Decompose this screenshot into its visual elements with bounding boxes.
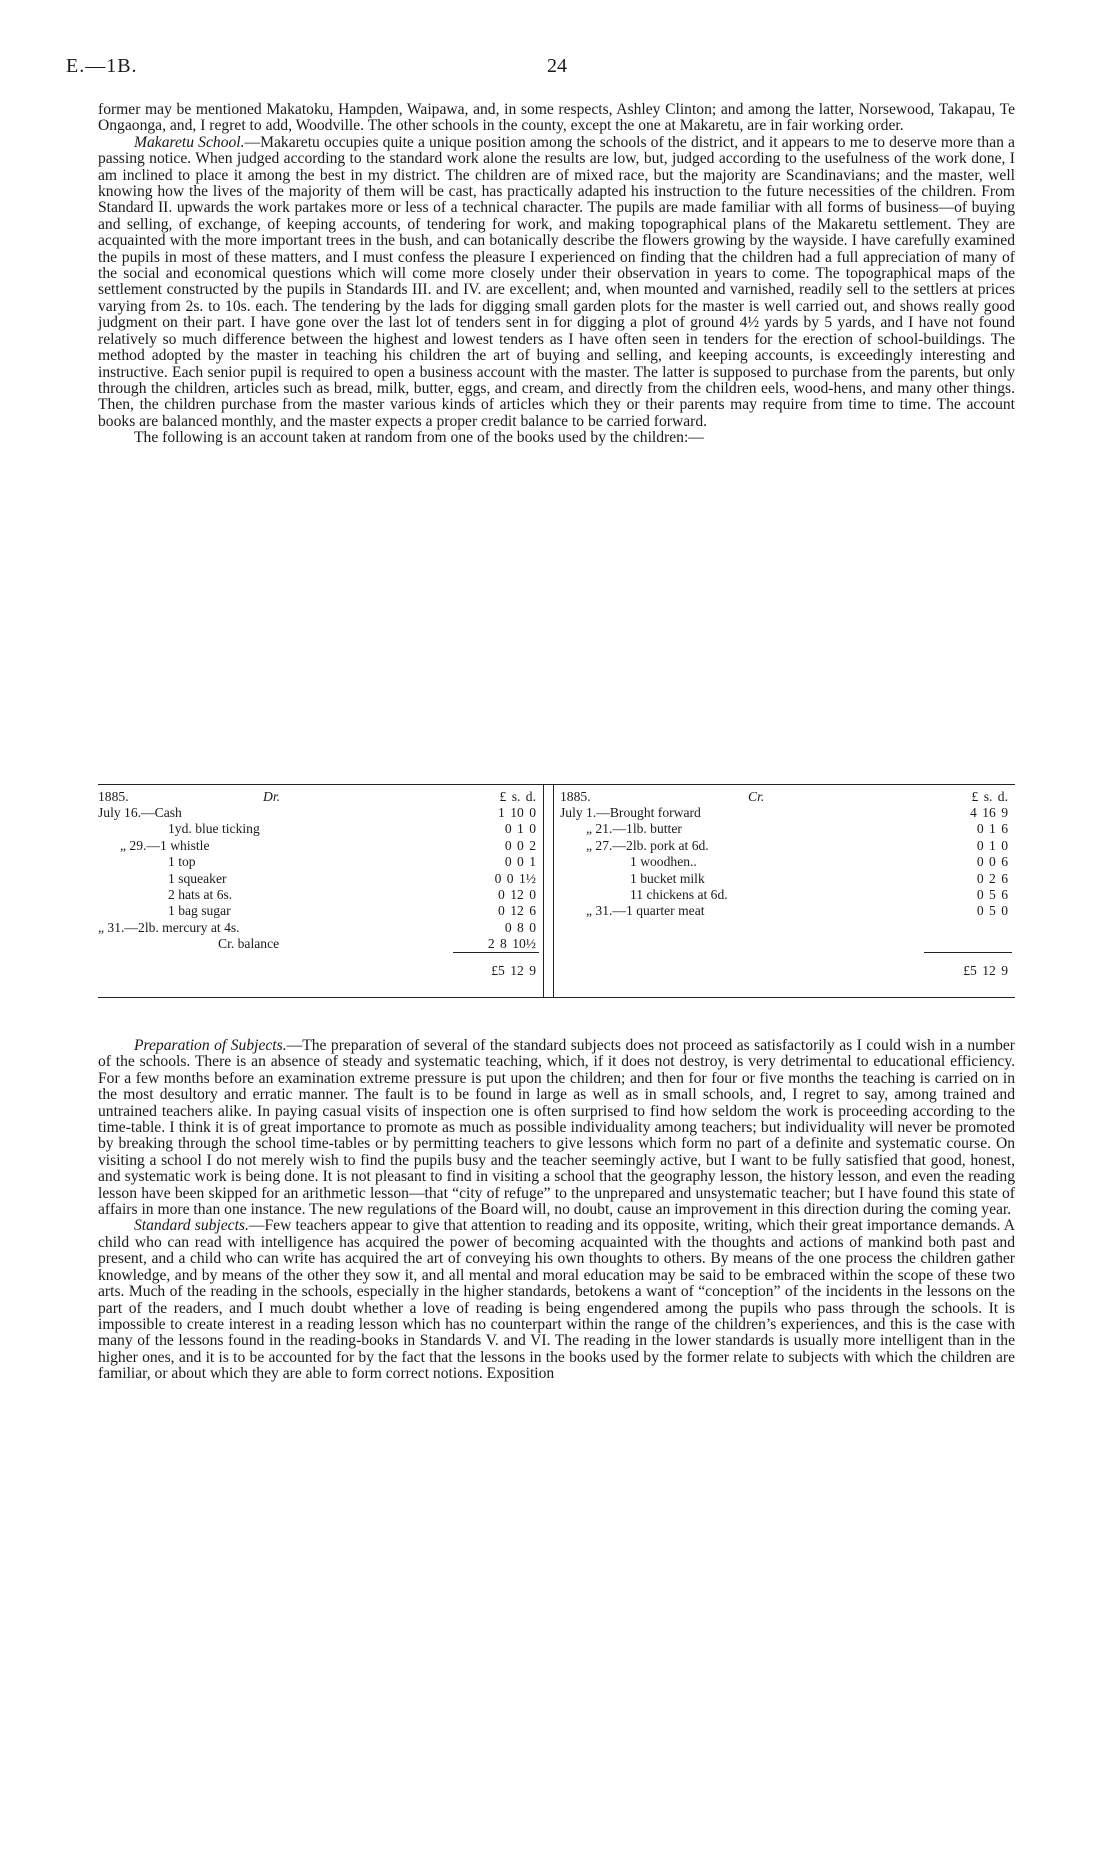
ledger-item-amount: 0 0 6 [976, 854, 1008, 870]
ledger-item-label: 1yd. blue ticking [168, 821, 260, 837]
ledger-item-amount: 0 1 0 [976, 837, 1008, 853]
credit-label: Cr. [748, 789, 765, 804]
ledger-item-amount: 0 1 0 [504, 821, 536, 837]
section-title: Makaretu School. [134, 133, 245, 151]
ledger-item-amount: 0 2 6 [976, 870, 1008, 886]
ledger-item-amount: 1 10 0 [498, 805, 536, 820]
ledger-item-amount: 4 16 9 [970, 805, 1008, 820]
ledger-item-label: 1 top [168, 854, 196, 870]
paragraph-text: —The preparation of several of the standard subjects does not proceed as satisfactorily as I could wish in a number of the schools. There is an absence of steady and systematic teaching, which, if it does not destroy, is very detrimental to educational efficiency. For a few months before an examination extreme pressure is put upon the children; and then for four or five months the teaching is carried on in the most desultory and erratic manner. The fault is to be found in large as well as in small schools, and, I regret to say, among trained and untrained teachers alike. In paying casual visits of inspection one is often surprised to find how seldom the work is proceeding according to the time-table. I think it is of great importance to promote as much as possible individuality among teachers; but individuality will never be promoted by breaking through the school time-tables or by permitting teachers to give lessons which form no part of a definite and systematic course. On visiting a school I do not merely wish to find the pupils busy and the teacher seemingly active, but I want to be fully satisfied that good, honest, and systematic work is being done. It is not pleasant to find in visiting a school that the geography lesson, the history lesson, and even the reading lesson have been skipped for an arithmetic lesson—that “city of refuge” to the unprepared and unsystematic teacher; but I have found this state of affairs in more than one instance. The new regulations of the Board will, no doubt, cause an improvement in this direction during the coming year. [98, 1037, 1015, 1219]
total-rule [924, 952, 1012, 953]
ledger-item-amount: 0 0 1 [504, 854, 536, 870]
ledger-item-amount: 0 0 1½ [494, 870, 536, 886]
account-ledger [98, 784, 1015, 998]
section-title: Standard subjects. [134, 1217, 249, 1235]
paragraph [98, 102, 1015, 135]
debit-currency: £ s. d. [499, 789, 536, 804]
ledger-item-amount: 2 8 10½ [487, 936, 536, 952]
ledger-item-label: 1 squeaker [168, 870, 227, 886]
credit-currency: £ s. d. [971, 789, 1008, 804]
ledger-divider [543, 785, 544, 997]
ledger-item-label: Cr. balance [218, 936, 280, 952]
paragraph [98, 1218, 1015, 1382]
paragraph-text: former may be mentioned Makatoku, Hampden, Waipawa, and, in some respects, Ashley Clinton; and among the latter, Norsewood, Takapau, Te Ongaonga, and, I regret to add, Woodville. The other schools in the county, except the one at Makaretu, are in fair working order. [98, 101, 1015, 135]
debit-label: Dr. [263, 789, 280, 804]
ledger-item-label: 11 chickens at 6d. [630, 887, 728, 902]
ledger-item-amount: 0 12 6 [498, 903, 536, 919]
ledger-item-label: „ 31.—1 quarter meat [586, 903, 705, 919]
credit-total: £5 12 9 [963, 963, 1008, 978]
credit-year: 1885. [560, 789, 591, 804]
ledger-item-label: 1 woodhen.. [630, 854, 697, 870]
body-text-top [98, 102, 1015, 447]
ledger-item-label: 1 bucket milk [630, 870, 705, 886]
page-number: 24 [547, 55, 567, 77]
ledger-item-label: 2 hats at 6s. [168, 887, 233, 902]
total-rule [453, 952, 539, 953]
ledger-item-amount: 0 0 2 [504, 837, 536, 853]
ledger-item-amount: 0 12 0 [498, 887, 536, 902]
paragraph-text: —Makaretu occupies quite a unique position among the schools of the district, and it appears to me to deserve more than a passing notice. When judged according to the standard work alone the results are low, but, judged according to the usefulness of the work done, I am inclined to place it among the best in my district. The children are of mixed race, but the majority are Scandinavians; and the master, well knowing how the lives of the majority of them will be cast, has practically adapted his instruction to the future necessities of the children. From Standard II. upwards the work partakes more or less of a technical character. The pupils are made familiar with all forms of business—of buying and selling, of exchange, of keeping accounts, of tendering for work, and making topographical plans of the Makaretu settlement. They are acquainted with the more important trees in the bush, and can botanically describe the flowers growing by the wayside. I have carefully examined the pupils in most of these matters, and I must confess the pleasure I experienced on finding that the children had a full appreciation of many of the social and economical questions which will come more closely under their observation in years to come. The topographical maps of the settlement constructed by the pupils in Standards III. and IV. are excellent; and, when mounted and varnished, readily sell to the settlers at prices varying from 2s. to 10s. each. The tendering by the lads for digging small garden plots for the master is well carried out, and shows really good judgment on their part. I have gone over the last lot of tenders sent in for digging a plot of ground 4½ yards by 5 yards, and I have not found relatively so much difference between the highest and lowest tenders as I have often seen in tenders for the erection of school-buildings. The method adopted by the master in teaching his children the art of buying and selling, and keeping accounts, is exceedingly interesting and instructive. Each senior pupil is required to open a business account with the master. The latter is supposed to purchase from the parents, but only through the children, articles such as bread, milk, butter, eggs, and cream, and directly from the children eels, wood-hens, and many other things. Then, the children purchase from the master various kinds of articles which they or their parents may require from time to time. The account books are balanced monthly, and the master expects a proper credit balance to be carried forward. [98, 133, 1015, 430]
ledger-item-amount: 0 1 6 [976, 821, 1008, 837]
ledger-item-label: „ 27.—2lb. pork at 6d. [586, 837, 709, 853]
ledger-item-label: „ 31.—2lb. mercury at 4s. [98, 919, 240, 935]
paragraph-text: —Few teachers appear to give that attention to reading and its opposite, writing, which their great importance demands. A child who can read with intelligence has acquired the power of becoming acquainted with the thoughts and actions of mankind both past and present, and a child who can write has acquired the art of conveying his own thoughts to others. By means of the one process the children gather knowledge, and by means of the other they sow it, and all mental and moral education may be said to be embraced within the scope of these two arts. Much of the reading in the schools, especially in the higher standards, betokens a want of “conception” of the incidents in the lessons on the part of the readers, and I much doubt whether a love of reading is being engendered among the pupils who pass through the schools. It is impossible to create interest in a reading lesson which has no counterpart within the range of the children’s experiences, and this is the case with many of the lessons found in the reading-books in Standards V. and VI. The reading in the lower standards is usually more intelligent than in the higher ones, and it is to be accounted for by the fact that the lessons in the books used by the former relate to subjects with which the children are familiar, or about which they are able to form correct notions. Exposition [98, 1217, 1015, 1383]
debit-total: £5 12 9 [491, 963, 536, 978]
debit-year: 1885. [98, 789, 129, 804]
ledger-item-label: July 16.—Cash [98, 805, 182, 820]
ledger-item-amount: 0 5 0 [976, 903, 1008, 919]
document-reference: E.—1B. [66, 55, 138, 77]
ledger-item-amount: 0 8 0 [504, 919, 536, 935]
body-text-bottom [98, 1038, 1015, 1383]
ledger-divider [553, 785, 554, 997]
paragraph [98, 1038, 1015, 1218]
ledger-item-label: „ 21.—1lb. butter [586, 821, 682, 837]
paragraph [98, 135, 1015, 430]
paragraph [98, 430, 1015, 446]
ledger-item-label: July 1.—Brought forward [560, 805, 701, 820]
ledger-item-label: „ 29.—1 whistle [120, 837, 210, 853]
ledger-item-label: 1 bag sugar [168, 903, 231, 919]
paragraph-text: The following is an account taken at random from one of the books used by the children:— [134, 429, 704, 447]
section-title: Preparation of Subjects. [134, 1037, 287, 1054]
ledger-item-amount: 0 5 6 [976, 887, 1008, 902]
